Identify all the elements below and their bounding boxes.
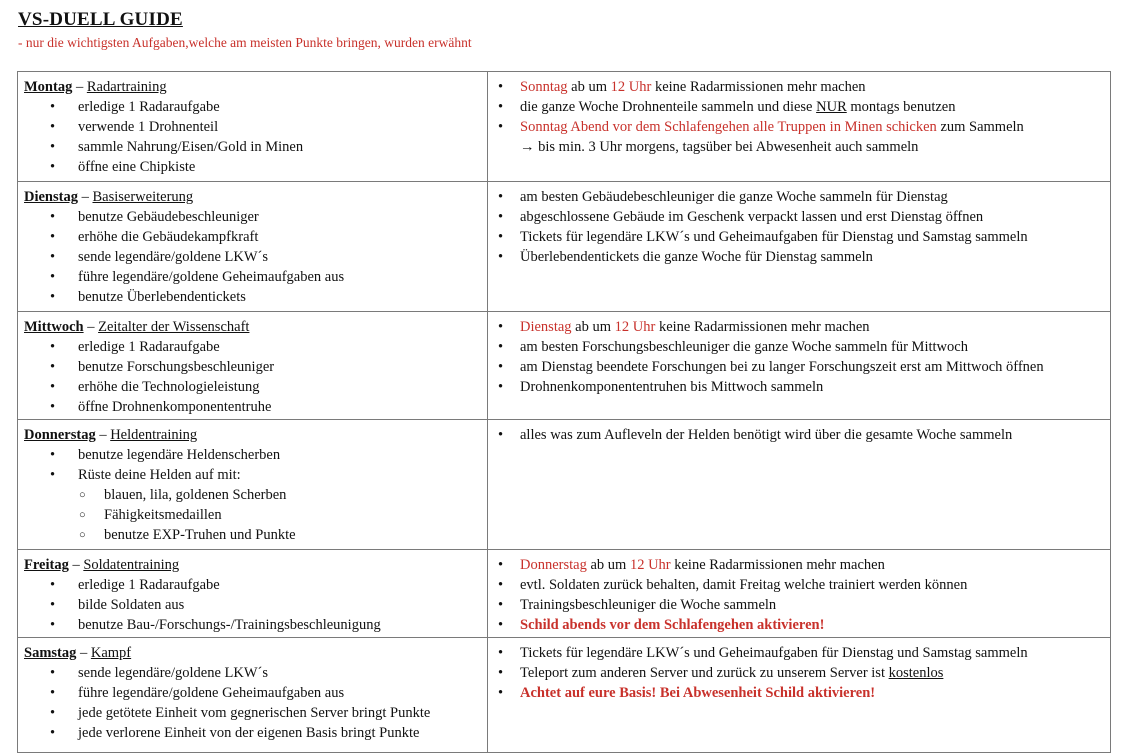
tip-item: • Schild abends vor dem Schlafengehen aktivieren!	[494, 615, 1104, 635]
task-list	[24, 663, 481, 743]
day-name: Dienstag	[24, 189, 78, 205]
day-theme: Heldentraining	[110, 427, 198, 443]
task-item: • erledige 1 Radaraufgabe	[24, 97, 481, 117]
task-item: • erhöhe die Technologieleistung	[24, 377, 481, 397]
day-name: Freitag	[24, 557, 69, 573]
task-item: • führe legendäre/goldene Geheimaufgaben aus	[24, 683, 481, 703]
tips-cell	[488, 312, 1111, 420]
day-name: Mittwoch	[24, 319, 84, 335]
day-theme: Basiserweiterung	[92, 189, 194, 205]
tip-item: • abgeschlossene Gebäude im Geschenk verpackt lassen und erst Dienstag öffnen	[494, 207, 1104, 227]
tip-item: • Trainingsbeschleuniger die Woche sammeln	[494, 595, 1104, 615]
task-item: • benutze Überlebendentickets	[24, 287, 481, 307]
tip-list	[494, 425, 1104, 445]
task-list	[24, 337, 481, 417]
task-item: • erledige 1 Radaraufgabe	[24, 337, 481, 357]
tip-list	[494, 643, 1104, 703]
day-name: Donnerstag	[24, 427, 96, 443]
day-name: Samstag	[24, 645, 77, 661]
tip-item: • alles was zum Aufleveln der Helden benötigt wird über die gesamte Woche sammeln	[494, 425, 1104, 445]
tip-list	[494, 77, 1104, 157]
task-item: • Rüste deine Helden auf mit:	[24, 465, 481, 485]
subtask-list	[24, 485, 481, 545]
task-item: • öffne Drohnenkomponententruhe	[24, 397, 481, 417]
tasks-cell	[18, 72, 488, 182]
tasks-cell	[18, 550, 488, 638]
page-title: VS-DUELL GUIDE	[18, 9, 183, 30]
task-item: • öffne eine Chipkiste	[24, 157, 481, 177]
tip-item: • Teleport zum anderen Server und zurück zu unserem Server ist kostenlos	[494, 663, 1104, 683]
row-freitag	[18, 550, 1111, 638]
subtask-item: ○ blauen, lila, goldenen Scherben	[24, 485, 481, 505]
row-montag	[18, 72, 1111, 182]
tip-item: • am besten Forschungsbeschleuniger die ganze Woche sammeln für Mittwoch	[494, 337, 1104, 357]
row-samstag	[18, 638, 1111, 753]
task-item: • jede verlorene Einheit von der eigenen Basis bringt Punkte	[24, 723, 481, 743]
tasks-cell	[18, 420, 488, 550]
task-item: • jede getötete Einheit vom gegnerischen Server bringt Punkte	[24, 703, 481, 723]
task-list	[24, 445, 481, 485]
day-theme: Soldatentraining	[83, 557, 180, 573]
tip-item: • Sonntag ab um 12 Uhr keine Radarmissionen mehr machen	[494, 77, 1104, 97]
tips-cell	[488, 638, 1111, 753]
day-theme: Radartraining	[86, 79, 167, 95]
tip-item: • am besten Gebäudebeschleuniger die ganze Woche sammeln für Dienstag	[494, 187, 1104, 207]
task-item: • verwende 1 Drohnenteil	[24, 117, 481, 137]
day-heading: Montag – Radartraining	[24, 79, 167, 95]
tips-cell	[488, 182, 1111, 312]
tips-cell	[488, 550, 1111, 638]
day-name: Montag	[24, 79, 73, 95]
tip-item: • am Dienstag beendete Forschungen bei zu langer Forschungszeit erst am Mittwoch öffnen	[494, 357, 1104, 377]
tip-item: • Tickets für legendäre LKW´s und Geheimaufgaben für Dienstag und Samstag sammeln	[494, 643, 1104, 663]
tip-item: • Tickets für legendäre LKW´s und Geheimaufgaben für Dienstag und Samstag sammeln	[494, 227, 1104, 247]
tasks-cell	[18, 312, 488, 420]
tip-item: • evtl. Soldaten zurück behalten, damit Freitag welche trainiert werden können	[494, 575, 1104, 595]
task-item: • sammle Nahrung/Eisen/Gold in Minen	[24, 137, 481, 157]
subtask-item: ○ Fähigkeitsmedaillen	[24, 505, 481, 525]
tips-cell	[488, 420, 1111, 550]
subtask-item: ○ benutze EXP-Truhen und Punkte	[24, 525, 481, 545]
row-dienstag	[18, 182, 1111, 312]
day-heading: Donnerstag – Heldentraining	[24, 427, 198, 443]
tip-item: • Dienstag ab um 12 Uhr keine Radarmissionen mehr machen	[494, 317, 1104, 337]
task-item: • erhöhe die Gebäudekampfkraft	[24, 227, 481, 247]
task-item: • benutze Forschungsbeschleuniger	[24, 357, 481, 377]
task-item: • führe legendäre/goldene Geheimaufgaben aus	[24, 267, 481, 287]
task-list	[24, 575, 481, 635]
tip-item: • die ganze Woche Drohnenteile sammeln und diese NUR montags benutzen	[494, 97, 1104, 117]
task-item: • benutze Bau-/Forschungs-/Trainingsbeschleunigung	[24, 615, 481, 635]
page-subtitle: - nur die wichtigsten Aufgaben,welche am meisten Punkte bringen, wurden erwähnt	[18, 35, 472, 50]
tasks-cell	[18, 638, 488, 753]
row-mittwoch	[18, 312, 1111, 420]
task-item: • erledige 1 Radaraufgabe	[24, 575, 481, 595]
task-item: • sende legendäre/goldene LKW´s	[24, 247, 481, 267]
tip-item: • Überlebendentickets die ganze Woche für Dienstag sammeln	[494, 247, 1104, 267]
task-item: • benutze legendäre Heldenscherben	[24, 445, 481, 465]
tip-item: • Sonntag Abend vor dem Schlafengehen alle Truppen in Minen schicken zum Sammeln → bis min. 3 Uhr morgens, tagsüber bei Abwesenheit auch sammeln	[494, 117, 1104, 157]
tips-cell	[488, 72, 1111, 182]
task-item: • sende legendäre/goldene LKW´s	[24, 663, 481, 683]
row-donnerstag	[18, 420, 1111, 550]
tip-item: • Drohnenkomponententruhen bis Mittwoch sammeln	[494, 377, 1104, 397]
day-heading: Mittwoch – Zeitalter der Wissenschaft	[24, 319, 250, 335]
tip-list	[494, 317, 1104, 397]
task-list	[24, 97, 481, 177]
day-heading: Dienstag – Basiserweiterung	[24, 189, 194, 205]
tip-item: • Achtet auf eure Basis! Bei Abwesenheit Schild aktivieren!	[494, 683, 1104, 703]
day-heading: Samstag – Kampf	[24, 645, 132, 661]
task-list	[24, 207, 481, 307]
day-heading: Freitag – Soldatentraining	[24, 557, 180, 573]
task-item: • bilde Soldaten aus	[24, 595, 481, 615]
tip-list	[494, 187, 1104, 267]
day-theme: Zeitalter der Wissenschaft	[98, 319, 250, 335]
guide-table	[17, 71, 1111, 753]
tasks-cell	[18, 182, 488, 312]
task-item: • benutze Gebäudebeschleuniger	[24, 207, 481, 227]
day-theme: Kampf	[90, 645, 132, 661]
tip-list	[494, 555, 1104, 635]
tip-item: • Donnerstag ab um 12 Uhr keine Radarmissionen mehr machen	[494, 555, 1104, 575]
